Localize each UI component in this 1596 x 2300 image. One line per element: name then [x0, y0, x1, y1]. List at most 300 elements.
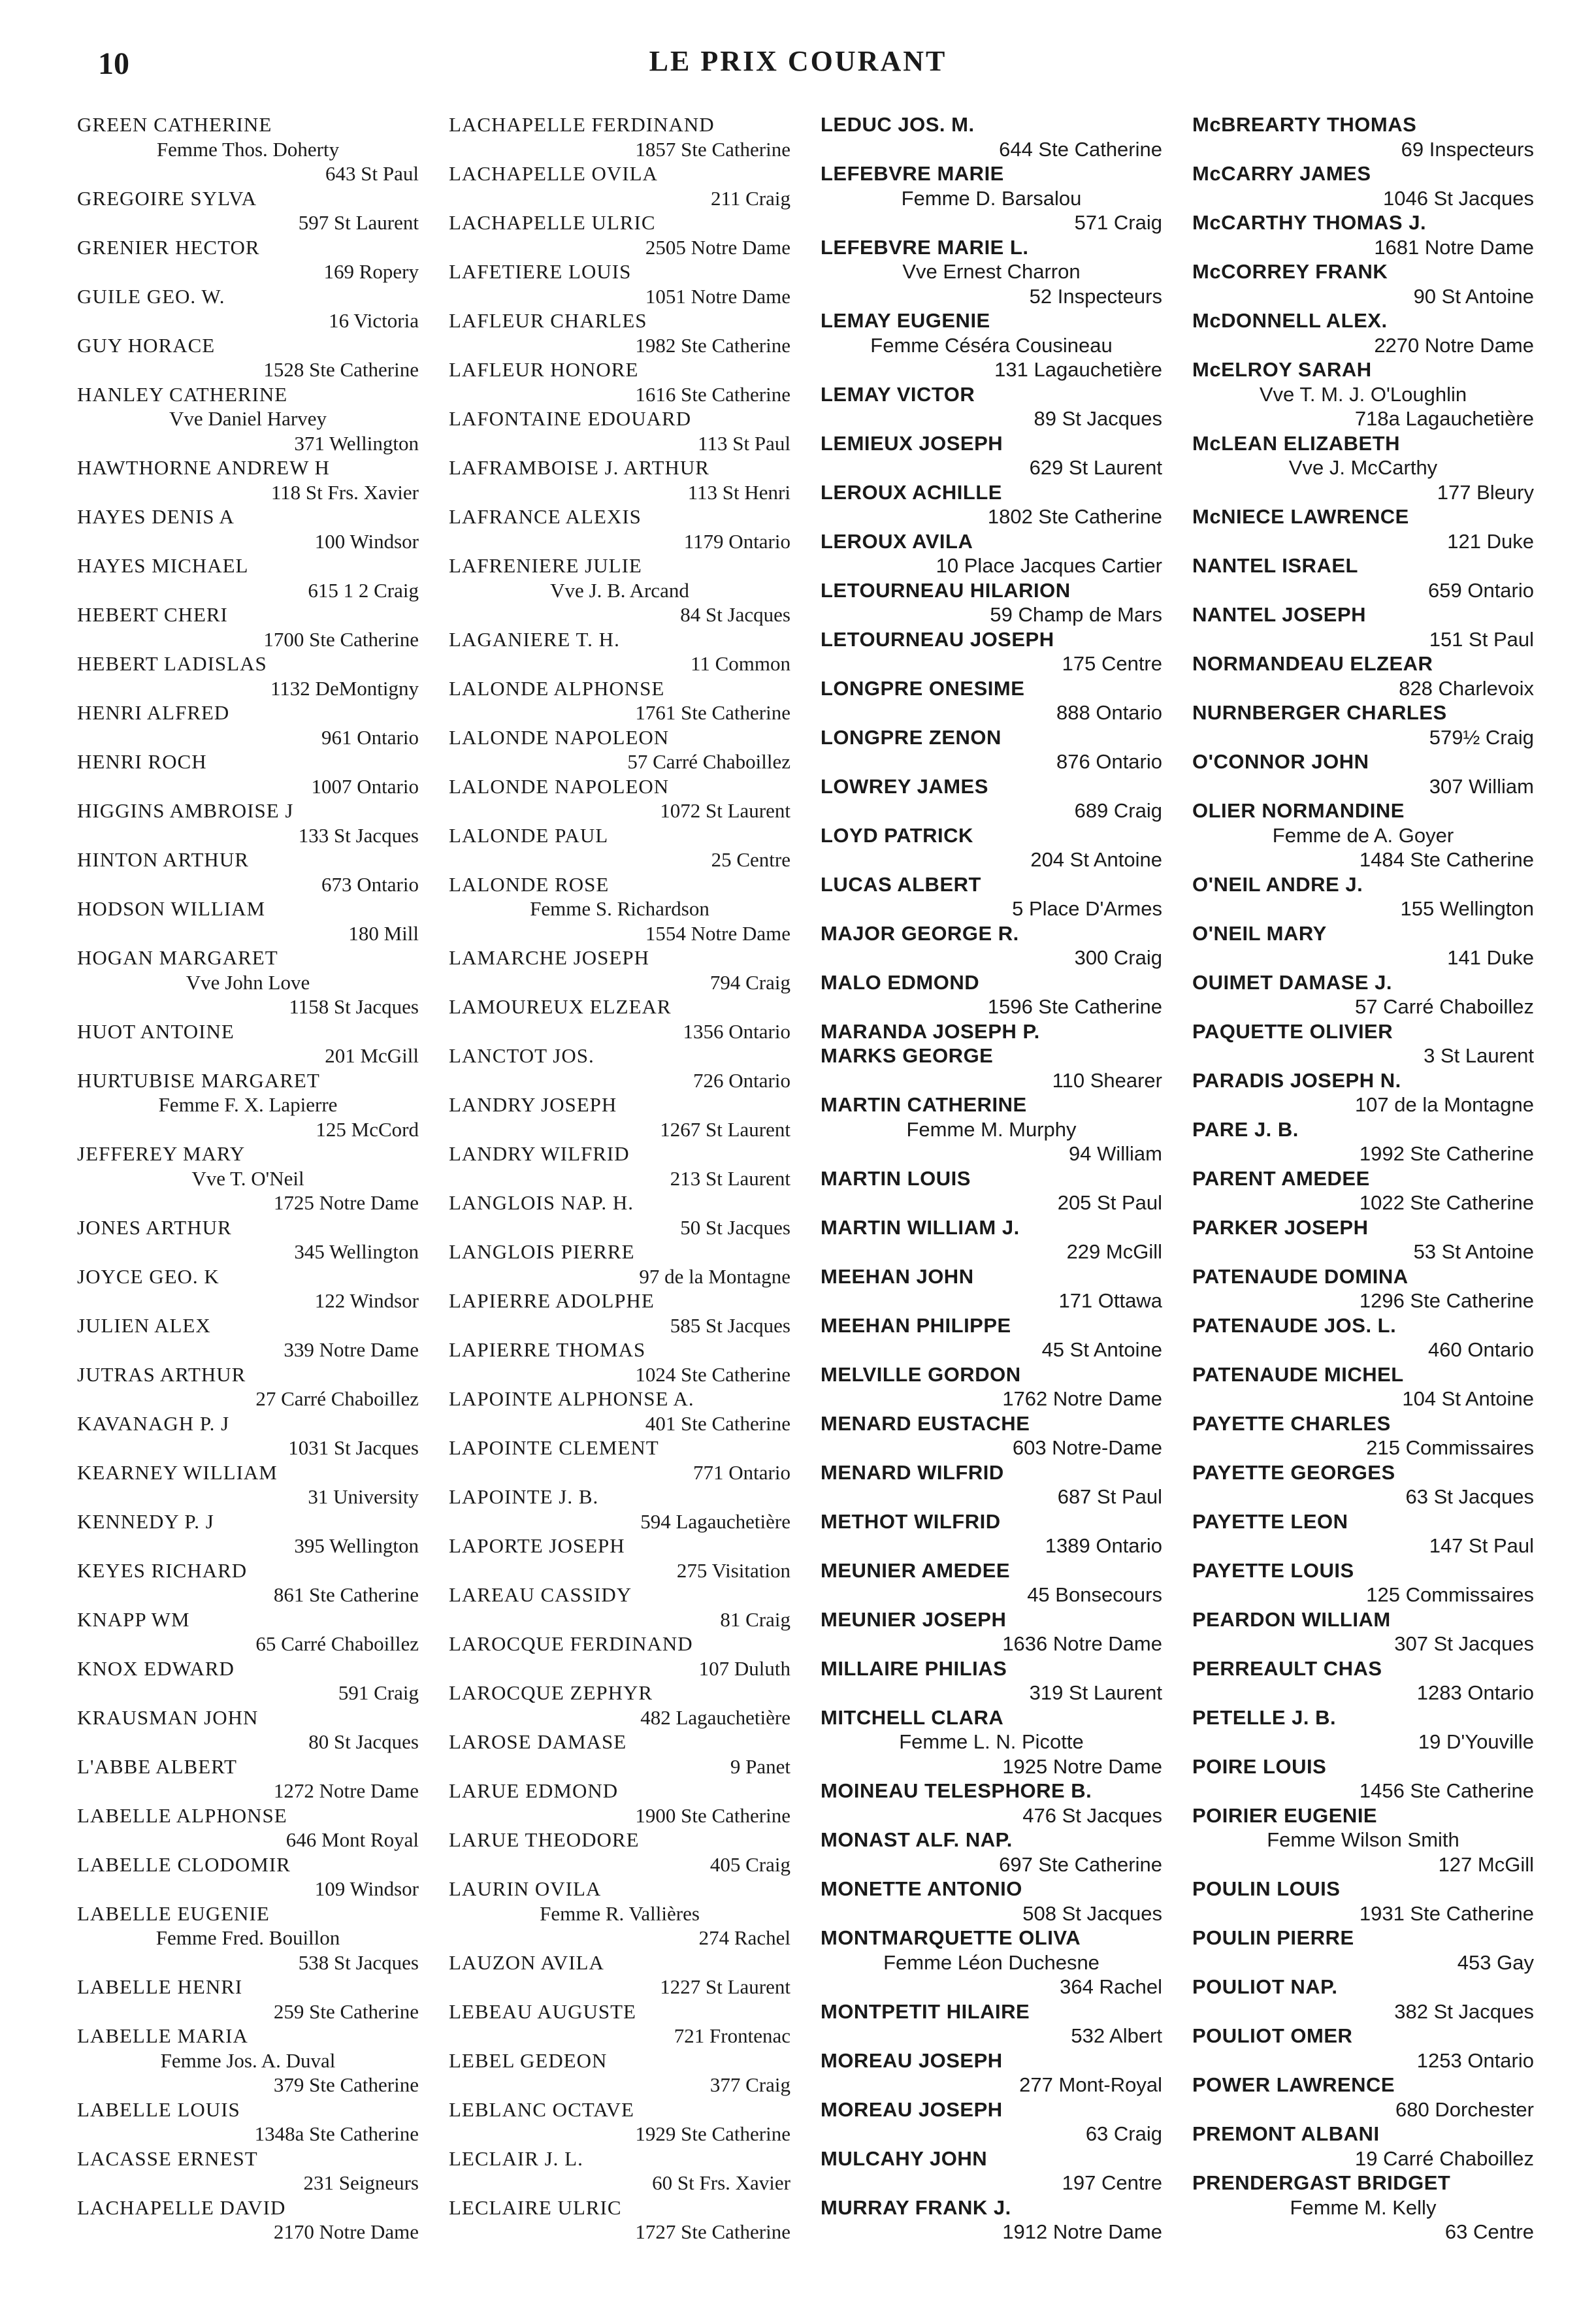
directory-entry: [821, 1460, 1162, 1509]
entry-address: 169 Ropery: [323, 260, 419, 283]
entry-address: 345 Wellington: [294, 1240, 419, 1263]
entry-address: 697 Ste Catherine: [999, 1852, 1162, 1876]
entry-address: 125 McCord: [316, 1117, 419, 1141]
directory-entry: [449, 2195, 790, 2244]
directory-entry: [821, 382, 1162, 431]
directory-entry: [821, 161, 1162, 235]
entry-name: NURNBERGER CHARLES: [1192, 701, 1447, 724]
entry-address: 1982 Ste Catherine: [635, 333, 790, 357]
directory-entry: [1192, 1926, 1534, 1975]
directory-entry: [449, 774, 790, 823]
entry-name: OUIMET DAMASE J.: [1192, 970, 1392, 994]
directory-entry: [821, 2195, 1162, 2244]
directory-entry: [77, 1460, 419, 1509]
entry-name: PATENAUDE MICHEL: [1192, 1362, 1404, 1386]
directory-entry: [821, 112, 1162, 161]
directory-entry: [449, 210, 790, 259]
directory-entry: [1192, 1264, 1534, 1313]
entry-spouse-note: Femme Céséra Cousineau: [870, 333, 1113, 357]
entry-address: 204 St Antoine: [1030, 848, 1162, 871]
directory-entry: [77, 1411, 419, 1460]
entry-address: 118 St Frs. Xavier: [270, 480, 419, 504]
entry-address: 151 St Paul: [1429, 627, 1534, 651]
entry-name: NORMANDEAU ELZEAR: [1192, 652, 1433, 675]
entry-address: 63 Craig: [1085, 2122, 1162, 2145]
directory-entry: [449, 1142, 790, 1191]
directory-entry: [1192, 1313, 1534, 1362]
directory-entry: [77, 1509, 419, 1558]
directory-entry: [77, 112, 419, 186]
entry-name: LEMIEUX JOSEPH: [821, 431, 1003, 455]
directory-entry: [77, 455, 419, 504]
entry-name: GREEN CATHERINE: [77, 113, 272, 136]
entry-address: 57 Carré Chaboillez: [1355, 995, 1534, 1018]
directory-entry: [77, 1362, 419, 1411]
entry-name: PARADIS JOSEPH N.: [1192, 1068, 1401, 1092]
entry-address: 147 St Paul: [1429, 1534, 1534, 1557]
entry-name: LAFRANCE ALEXIS: [449, 505, 642, 528]
directory-entry: [821, 1705, 1162, 1779]
entry-address: 180 Mill: [348, 921, 419, 945]
entry-name: LAFETIERE LOUIS: [449, 260, 632, 283]
entry-name: LAPORTE JOSEPH: [449, 1534, 625, 1557]
entry-name: MAJOR GEORGE R.: [821, 921, 1019, 945]
directory-entry: [821, 725, 1162, 774]
directory-entry: [1192, 1117, 1534, 1166]
entry-spouse-note: Vve J. McCarthy: [1288, 456, 1438, 479]
entry-address: 205 St Paul: [1057, 1191, 1162, 1214]
entry-spouse-note: Femme D. Barsalou: [901, 186, 1082, 210]
entry-spouse-note: Vve J. B. Arcand: [550, 578, 689, 602]
directory-entry: [77, 284, 419, 333]
entry-address: 1283 Ontario: [1416, 1681, 1534, 1704]
entry-name: PREMONT ALBANI: [1192, 2122, 1380, 2145]
entry-name: KRAUSMAN JOHN: [77, 1705, 259, 1729]
directory-entry: [1192, 2122, 1534, 2171]
entry-address: 888 Ontario: [1056, 701, 1162, 724]
directory-entry: [77, 1142, 419, 1215]
entry-name: McCARTHY THOMAS J.: [1192, 211, 1427, 234]
directory-entry: [1192, 161, 1534, 210]
directory-entry: [77, 1019, 419, 1068]
directory-column: [1192, 112, 1534, 2244]
directory-entry: [449, 2097, 790, 2146]
entry-spouse-note: Vve T. M. J. O'Loughlin: [1259, 382, 1467, 406]
entry-address: 307 William: [1429, 774, 1534, 798]
entry-name: LANDRY WILFRID: [449, 1142, 630, 1165]
entry-name: HOGAN MARGARET: [77, 946, 278, 969]
entry-address: 31 University: [308, 1485, 419, 1508]
directory-entry: [77, 333, 419, 382]
entry-name: HIGGINS AMBROISE J: [77, 799, 294, 822]
entry-spouse-note: Femme M. Murphy: [906, 1117, 1077, 1141]
entry-address: 371 Wellington: [294, 431, 419, 455]
entry-address: 1802 Ste Catherine: [987, 505, 1162, 528]
entry-address: 1912 Notre Dame: [1002, 2220, 1162, 2243]
entry-address: 828 Charlevoix: [1399, 676, 1534, 700]
entry-address: 25 Centre: [711, 848, 790, 871]
entry-address: 171 Ottawa: [1058, 1289, 1162, 1312]
entry-address: 113 St Paul: [698, 431, 790, 455]
entry-address: 97 de la Montagne: [639, 1264, 790, 1288]
entry-address: 113 St Henri: [687, 480, 790, 504]
directory-entry: [821, 1509, 1162, 1558]
entry-address: 603 Notre-Dame: [1012, 1436, 1162, 1459]
directory-entry: [449, 1240, 790, 1289]
entry-name: MEUNIER AMEDEE: [821, 1558, 1011, 1582]
entry-name: O'CONNOR JOHN: [1192, 750, 1369, 773]
entry-spouse-note: Vve Ernest Charron: [902, 260, 1081, 283]
entry-name: LAROSE DAMASE: [449, 1730, 627, 1753]
directory-entry: [77, 235, 419, 284]
directory-entry: [1192, 1215, 1534, 1264]
entry-address: 1929 Ste Catherine: [635, 2122, 790, 2145]
entry-spouse-note: Femme F. X. Lapierre: [158, 1093, 338, 1116]
entry-address: 259 Ste Catherine: [273, 1999, 419, 2023]
directory-entry: [449, 1877, 790, 1950]
directory-entry: [821, 1313, 1162, 1362]
entry-address: 591 Craig: [338, 1681, 419, 1704]
entry-address: 1024 Ste Catherine: [635, 1362, 790, 1386]
entry-address: 1554 Notre Dame: [645, 921, 790, 945]
directory-entry: [821, 1656, 1162, 1705]
entry-name: KEYES RICHARD: [77, 1558, 248, 1582]
entry-address: 107 Duluth: [698, 1656, 790, 1680]
entry-address: 53 St Antoine: [1413, 1240, 1534, 1263]
entry-name: LAFLEUR CHARLES: [449, 309, 647, 332]
entry-name: LABELLE CLODOMIR: [77, 1852, 291, 1876]
entry-address: 538 St Jacques: [298, 1950, 419, 1974]
entry-address: 107 de la Montagne: [1354, 1093, 1534, 1116]
entry-name: LACHAPELLE FERDINAND: [449, 113, 715, 136]
directory-entry: [1192, 602, 1534, 651]
entry-address: 1253 Ontario: [1416, 2048, 1534, 2072]
directory-entry: [821, 1828, 1162, 1877]
entry-address: 89 St Jacques: [1034, 407, 1162, 430]
entry-address: 405 Craig: [709, 1852, 790, 1876]
directory-entry: [77, 2146, 419, 2195]
directory-entry: [449, 1485, 790, 1534]
entry-address: 45 St Antoine: [1041, 1338, 1162, 1361]
directory-entry: [449, 1387, 790, 1436]
entry-address: 1132 DeMontigny: [270, 676, 419, 700]
entry-name: JONES ARTHUR: [77, 1215, 232, 1239]
entry-address: 1528 Ste Catherine: [263, 358, 419, 381]
entry-name: LEFEBVRE MARIE L.: [821, 235, 1029, 259]
directory-entry: [77, 1901, 419, 1975]
entry-address: 81 Craig: [720, 1607, 790, 1631]
directory-entry: [821, 235, 1162, 309]
directory-entry: [449, 1730, 790, 1779]
entry-address: 211 Craig: [711, 186, 790, 210]
entry-address: 615 1 2 Craig: [308, 578, 419, 602]
entry-address: 476 St Jacques: [1022, 1803, 1162, 1827]
entry-name: KNAPP WM: [77, 1607, 190, 1631]
entry-name: HAYES MICHAEL: [77, 554, 249, 577]
entry-name: PAQUETTE OLIVIER: [1192, 1019, 1393, 1043]
directory-entry: [1192, 431, 1534, 505]
entry-name: LEBLANC OCTAVE: [449, 2097, 634, 2121]
entry-address: 275 Visitation: [676, 1558, 790, 1582]
entry-name: LARUE THEODORE: [449, 1828, 640, 1851]
entry-name: MARTIN CATHERINE: [821, 1093, 1027, 1116]
directory-entry: [1192, 1411, 1534, 1460]
entry-spouse-note: Vve John Love: [186, 970, 310, 994]
directory-entry: [77, 2097, 419, 2146]
entry-name: LEFEBVRE MARIE: [821, 162, 1004, 185]
entry-name: LARUE EDMOND: [449, 1779, 619, 1802]
entry-name: McNIECE LAWRENCE: [1192, 505, 1409, 528]
entry-name: MOREAU JOSEPH: [821, 2097, 1003, 2121]
entry-name: PARKER JOSEPH: [1192, 1215, 1369, 1239]
entry-name: GRENIER HECTOR: [77, 235, 260, 259]
directory-entry: [1192, 1166, 1534, 1215]
directory-entry: [821, 529, 1162, 578]
entry-name: LAFRENIERE JULIE: [449, 554, 642, 577]
entry-name: MOINEAU TELESPHORE B.: [821, 1779, 1092, 1802]
directory-entry: [449, 2146, 790, 2195]
entry-address: 19 Carré Chaboillez: [1355, 2146, 1534, 2170]
entry-name: JOYCE GEO. K: [77, 1264, 220, 1288]
directory-entry: [1192, 2024, 1534, 2073]
entry-address: 643 St Paul: [325, 162, 419, 185]
entry-name: LOYD PATRICK: [821, 823, 973, 847]
entry-name: LACHAPELLE OVILA: [449, 162, 658, 185]
directory-entry: [77, 382, 419, 456]
entry-name: PAYETTE GEORGES: [1192, 1460, 1395, 1484]
entry-address: 215 Commissaires: [1366, 1436, 1534, 1459]
directory-entry: [821, 1362, 1162, 1411]
entry-address: 532 Albert: [1071, 2024, 1162, 2047]
entry-address: 597 St Laurent: [298, 211, 419, 234]
entry-name: LAROCQUE FERDINAND: [449, 1632, 693, 1655]
entry-address: 401 Ste Catherine: [645, 1411, 790, 1435]
directory-entry: [77, 1852, 419, 1901]
entry-name: LETOURNEAU HILARION: [821, 578, 1071, 602]
entry-address: 594 Lagauchetière: [640, 1509, 790, 1533]
directory-entry: [77, 1705, 419, 1754]
entry-name: LAPOINTE CLEMENT: [449, 1436, 659, 1459]
entry-name: LAGANIERE T. H.: [449, 627, 620, 651]
entry-address: 1267 St Laurent: [660, 1117, 790, 1141]
entry-address: 84 St Jacques: [680, 603, 790, 626]
directory-entry: [821, 1877, 1162, 1926]
entry-address: 90 St Antoine: [1413, 284, 1534, 308]
directory-entry: [449, 1681, 790, 1730]
entry-name: LAREAU CASSIDY: [449, 1583, 632, 1606]
entry-spouse-note: Femme M. Kelly: [1290, 2195, 1437, 2219]
entry-address: 141 Duke: [1447, 946, 1534, 969]
directory-entry: [821, 1779, 1162, 1828]
entry-spouse-note: Femme Fred. Bouillon: [155, 1926, 340, 1949]
entry-name: POULIN LOUIS: [1192, 1877, 1341, 1900]
entry-address: 16 Victoria: [329, 309, 419, 332]
entry-name: PARE J. B.: [1192, 1117, 1299, 1141]
entry-name: HUOT ANTOINE: [77, 1019, 235, 1043]
entry-address: 1761 Ste Catherine: [635, 701, 790, 724]
directory-entry: [821, 2097, 1162, 2146]
directory-entry: [821, 578, 1162, 627]
entry-address: 1158 St Jacques: [289, 995, 419, 1018]
entry-address: 1596 Ste Catherine: [987, 995, 1162, 1018]
entry-address: 689 Craig: [1074, 799, 1162, 822]
entry-name: POIRE LOUIS: [1192, 1754, 1327, 1778]
entry-name: HAWTHORNE ANDREW H: [77, 456, 330, 479]
directory-column: [449, 112, 790, 2244]
entry-name: NANTEL JOSEPH: [1192, 603, 1367, 626]
entry-address: 1456 Ste Catherine: [1359, 1779, 1534, 1802]
entry-name: MEEHAN JOHN: [821, 1264, 974, 1288]
entry-name: O'NEIL ANDRE J.: [1192, 872, 1363, 896]
entry-name: LAFRAMBOISE J. ARTHUR: [449, 456, 709, 479]
entry-name: PARENT AMEDEE: [1192, 1166, 1370, 1190]
directory-entry: [821, 2146, 1162, 2195]
entry-name: JULIEN ALEX: [77, 1313, 211, 1337]
directory-entry: [1192, 970, 1534, 1019]
entry-address: 59 Champ de Mars: [990, 603, 1162, 626]
entry-name: LAPOINTE J. B.: [449, 1485, 599, 1508]
entry-address: 109 Windsor: [314, 1877, 419, 1900]
entry-address: 57 Carré Chaboillez: [627, 750, 790, 773]
entry-name: LETOURNEAU JOSEPH: [821, 627, 1054, 651]
entry-name: PAYETTE CHARLES: [1192, 1411, 1391, 1435]
entry-name: MURRAY FRANK J.: [821, 2195, 1011, 2219]
entry-address: 1636 Notre Dame: [1002, 1632, 1162, 1655]
entry-name: LANGLOIS NAP. H.: [449, 1191, 634, 1214]
directory-entry: [1192, 1068, 1534, 1117]
entry-address: 659 Ontario: [1428, 578, 1534, 602]
entry-address: 382 St Jacques: [1394, 1999, 1534, 2023]
entry-address: 1931 Ste Catherine: [1359, 1901, 1534, 1925]
directory-entry: [77, 847, 419, 896]
directory-entry: [449, 1828, 790, 1877]
entry-address: 961 Ontario: [321, 725, 419, 749]
entry-name: POULIOT OMER: [1192, 2024, 1353, 2047]
entry-name: LAFLEUR HONORE: [449, 358, 639, 381]
entry-address: 1046 St Jacques: [1383, 186, 1534, 210]
entry-name: LAUZON AVILA: [449, 1950, 604, 1974]
entry-address: 122 Windsor: [314, 1289, 419, 1312]
directory-entry: [77, 1656, 419, 1705]
directory-entry: [77, 2195, 419, 2244]
directory-entry: [77, 798, 419, 847]
entry-address: 125 Commissaires: [1366, 1583, 1534, 1606]
directory-entry: [1192, 210, 1534, 259]
directory-entry: [449, 1191, 790, 1240]
entry-name: LEBEL GEDEON: [449, 2048, 608, 2072]
entry-address: 453 Gay: [1457, 1950, 1534, 1974]
entry-name: LACASSE ERNEST: [77, 2146, 258, 2170]
directory-entry: [449, 872, 790, 946]
directory-entry: [449, 308, 790, 357]
entry-address: 876 Ontario: [1056, 750, 1162, 773]
directory-entry: [821, 480, 1162, 529]
entry-name: LAMOUREUX ELZEAR: [449, 995, 672, 1018]
entry-name: LEMAY EUGENIE: [821, 309, 990, 332]
entry-name: MARTIN LOUIS: [821, 1166, 971, 1190]
entry-address: 127 McGill: [1438, 1852, 1534, 1876]
entry-address: 80 St Jacques: [308, 1730, 419, 1753]
entry-address: 1179 Ontario: [683, 529, 790, 553]
directory-entry: [449, 1583, 790, 1632]
entry-address: 680 Dorchester: [1395, 2097, 1534, 2121]
entry-address: 460 Ontario: [1428, 1338, 1534, 1361]
entry-name: LONGPRE ONESIME: [821, 676, 1025, 700]
directory-entry: [77, 1215, 419, 1264]
entry-address: 629 St Laurent: [1029, 456, 1162, 479]
directory-entry: [449, 945, 790, 994]
entry-address: 1389 Ontario: [1045, 1534, 1162, 1557]
entry-address: 1007 Ontario: [311, 774, 419, 798]
directory-entry: [821, 1558, 1162, 1607]
directory-entry: [821, 1607, 1162, 1656]
page-title: LE PRIX COURANT: [649, 45, 947, 77]
entry-name: McCORREY FRANK: [1192, 260, 1388, 283]
directory-entry: [77, 651, 419, 700]
directory-entry: [821, 676, 1162, 725]
directory-entry: [449, 627, 790, 676]
directory-column: [821, 112, 1162, 2244]
directory-entry: [77, 1803, 419, 1852]
directory-entry: [77, 602, 419, 651]
directory-entry: [449, 1092, 790, 1142]
directory-entry: [449, 1632, 790, 1681]
entry-address: 2505 Notre Dame: [645, 235, 790, 259]
directory-entry: [449, 259, 790, 308]
entry-name: LAPIERRE THOMAS: [449, 1338, 646, 1361]
entry-name: LABELLE ALPHONSE: [77, 1803, 287, 1827]
entry-name: HODSON WILLIAM: [77, 897, 266, 920]
entry-name: MENARD EUSTACHE: [821, 1411, 1030, 1435]
entry-name: JEFFEREY MARY: [77, 1142, 246, 1165]
entry-address: 646 Mont Royal: [285, 1828, 419, 1851]
entry-name: HEBERT CHERI: [77, 603, 228, 626]
entry-address: 11 Common: [690, 652, 790, 675]
entry-name: PATENAUDE DOMINA: [1192, 1264, 1409, 1288]
directory-entry: [1192, 112, 1534, 161]
directory-entry: [449, 1436, 790, 1485]
entry-name: LOWREY JAMES: [821, 774, 988, 798]
entry-address: 377 Craig: [709, 2073, 790, 2096]
entry-spouse-note: Femme Jos. A. Duval: [160, 2048, 336, 2072]
entry-name: MEEHAN PHILIPPE: [821, 1313, 1011, 1337]
entry-name: LUCAS ALBERT: [821, 872, 981, 896]
directory-entry: [821, 1926, 1162, 1999]
entry-spouse-note: Femme L. N. Picotte: [899, 1730, 1084, 1753]
entry-name: LEMAY VICTOR: [821, 382, 975, 406]
entry-name: MALO EDMOND: [821, 970, 980, 994]
entry-name: LABELLE MARIA: [77, 2024, 248, 2047]
directory-entry: [77, 504, 419, 553]
entry-name: PEARDON WILLIAM: [1192, 1607, 1391, 1631]
entry-name: MEUNIER JOSEPH: [821, 1607, 1007, 1631]
entry-name: LABELLE HENRI: [77, 1975, 243, 1998]
entry-address: 19 D'Youville: [1418, 1730, 1534, 1753]
entry-name: LAROCQUE ZEPHYR: [449, 1681, 653, 1704]
directory-entry: [821, 627, 1162, 676]
entry-address: 687 St Paul: [1057, 1485, 1162, 1508]
directory-entry: [77, 186, 419, 235]
directory-entry: [449, 823, 790, 872]
entry-address: 771 Ontario: [693, 1460, 790, 1484]
directory-entry: [77, 896, 419, 945]
entry-address: 585 St Jacques: [670, 1313, 790, 1337]
entry-address: 673 Ontario: [321, 872, 419, 896]
directory-entry: [449, 1779, 790, 1828]
entry-address: 131 Lagauchetière: [994, 358, 1162, 381]
entry-address: 339 Notre Dame: [284, 1338, 419, 1361]
entry-name: MONETTE ANTONIO: [821, 1877, 1022, 1900]
